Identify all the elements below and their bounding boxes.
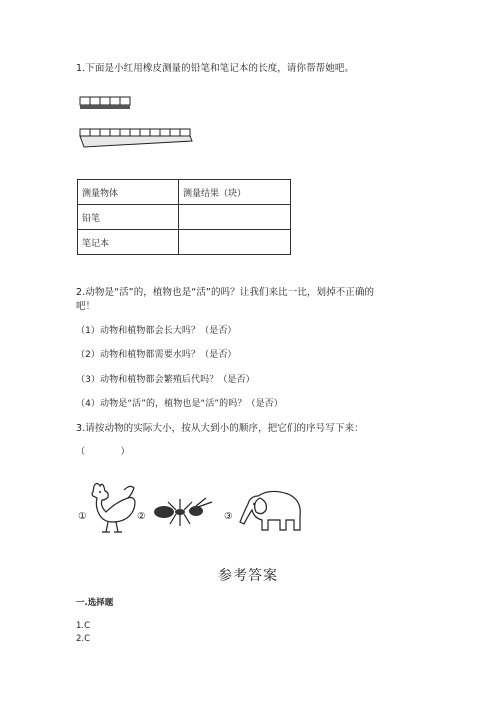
question-2-item: （1）动物和植物都会长大吗？（是否） <box>76 326 237 336</box>
table-header-cell: 测量结果（块） <box>179 180 291 205</box>
question-2-item: （2）动物和植物都需要水吗？（是否） <box>76 350 237 360</box>
question-1-text: 1.下面是小红用橡皮测量的铅笔和笔记本的长度，请你帮帮她吧。 <box>76 63 355 74</box>
answer-item: 1.C <box>76 621 91 631</box>
ant-icon <box>150 496 222 530</box>
table-cell-blank[interactable] <box>179 205 291 230</box>
elephant-icon <box>238 486 308 536</box>
table-header-row <box>78 180 291 205</box>
table-cell: 铅笔 <box>78 205 179 230</box>
table-row <box>78 230 291 255</box>
question-2-text-line2: 吧！ <box>76 301 96 312</box>
table-cell: 笔记本 <box>78 230 179 255</box>
answer-blank[interactable]: （ ） <box>76 447 130 457</box>
table-header-cell: 测量物体 <box>78 180 179 205</box>
pencil-eraser-row <box>80 97 130 109</box>
answers-title: 参考答案 <box>218 568 278 584</box>
animal-label-3: ③ <box>224 511 233 522</box>
eraser-measure-illustration <box>78 95 198 155</box>
table-cell-blank[interactable] <box>179 230 291 255</box>
question-2-item: （4）动物是“活”的，植物也是“活”的吗？（是否） <box>76 399 283 409</box>
rooster-icon <box>88 480 138 536</box>
notebook-eraser-row <box>80 129 192 147</box>
question-2-text-line1: 2.动物是“活”的，植物也是“活”的吗？让我们来比一比，划掉不正确的 <box>76 287 375 298</box>
question-2-item: （3）动物和植物都会繁殖后代吗？（是否） <box>76 375 255 385</box>
table-row <box>78 205 291 230</box>
measurement-table <box>77 179 291 255</box>
question-3-text: 3.请按动物的实际大小，按从大到小的顺序，把它们的序号写下来： <box>76 423 364 434</box>
animal-label-1: ① <box>78 511 87 522</box>
answer-item: 2.C <box>76 634 91 644</box>
answers-section-heading: 一.选择题 <box>76 598 114 608</box>
animal-label-2: ② <box>137 511 146 522</box>
